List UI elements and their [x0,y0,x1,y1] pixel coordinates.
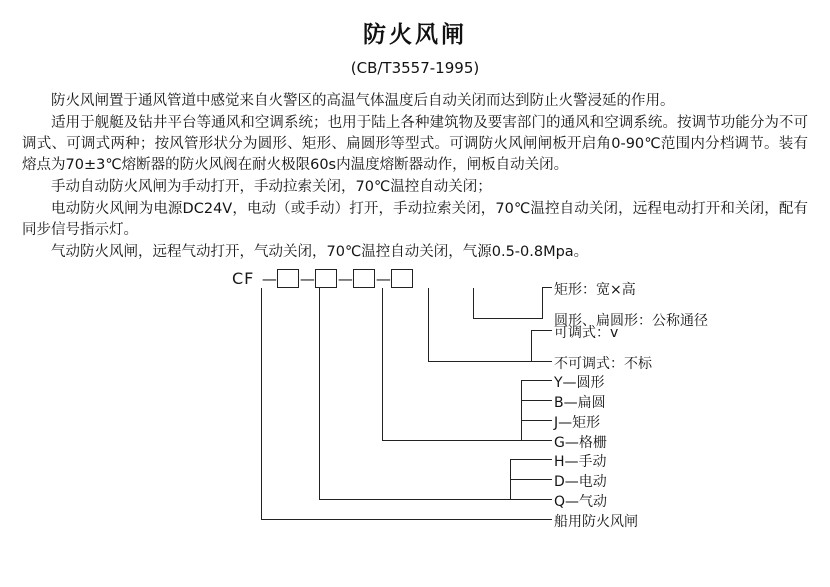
code-prefix: CF [232,269,255,288]
code-dash-1: — [261,269,277,288]
code-dash-3: — [337,269,353,288]
leader-h-8 [521,400,552,401]
page-title: 防火风闸 [363,22,467,48]
legend-product: 船用防火风闸 [554,514,638,530]
leader-line-prefix [261,288,262,520]
leader-h-4 [531,330,552,331]
leader-line-box3 [428,288,429,362]
legend-drive-h: H—手动 [554,454,607,470]
model-code-row [232,269,413,288]
legend-shape-g: G—格栅 [554,435,607,451]
paragraph-1: 防火风闸置于通风管道中感觉来自火警区的高温气体温度后自动关闭而达到防止火警浸延的作用。 [51,93,675,109]
leader-h-11 [319,499,511,500]
leader-h-1 [473,318,543,319]
body-text [22,91,808,263]
paragraph-2: 适用于舰艇及钻井平台等通风和空调系统；也用于陆上各种建筑物及要害部门的通风和空调系统。按调节功能分为不可调式、可调式两种；按风管形状分为圆形、矩形、扁圆形等型式。可调防火风闸闸板开启角0-90℃范围内分档调节。装有熔点为70±3℃熔断器的防火风阀在耐火极限60s内温度熔断器动作，闸板自动关闭。 [22,115,808,173]
legend-round-flat-size: 圆形、扁圆形：公称通径 [554,313,708,329]
leader-bracket-2 [531,330,532,361]
code-box-2 [315,269,337,288]
leader-line-box2 [382,288,383,441]
leader-h-12 [510,459,552,460]
code-dash-4: — [375,269,391,288]
paragraph-5: 气动防火风闸，远程气动打开，气动关闭，70℃温控自动关闭，气源0.5-0.8Mpa。 [51,244,589,260]
leader-h-2 [542,287,552,288]
legend-shape-b: B—扁圆 [554,395,606,411]
code-dash-2: — [299,269,315,288]
legend-drive-d: D—电动 [554,474,607,490]
legend-shape-y: Y—圆形 [554,375,605,391]
leader-h-7 [521,380,552,381]
standard-code: (CB/T3557-1995) [350,59,480,77]
leader-h-3 [428,361,532,362]
model-code-diagram [22,269,808,530]
paragraph-4: 电动防火风闸为电源DC24V，电动（或手动）打开，手动拉索关闭，70℃温控自动关闭，远程电动打开和关闭，配有同步信号指示灯。 [22,201,808,238]
legend-shape-j: J—矩形 [554,415,601,431]
paragraph-3: 手动自动防火风闸为手动打开，手动拉索关闭，70℃温控自动关闭； [51,179,492,195]
legend-rect-size: 矩形：宽×高 [554,282,636,298]
legend-drive-q: Q—气动 [554,494,608,510]
legend-non-adjustable: 不可调式：不标 [554,356,652,372]
leader-bracket-3 [521,380,522,440]
leader-line-box1 [319,288,320,500]
leader-h-5 [531,361,552,362]
leader-bracket-1 [542,287,543,318]
leader-h-15 [261,519,552,520]
leader-h-9 [521,420,552,421]
leader-h-14 [510,499,552,500]
code-box-3 [353,269,375,288]
leader-h-13 [510,479,552,480]
legend-adjustable: 可调式：v [554,325,619,341]
leader-line-box4 [473,288,474,319]
leader-h-6 [382,440,522,441]
code-box-4 [391,269,413,288]
code-box-1 [277,269,299,288]
leader-h-10 [521,440,552,441]
